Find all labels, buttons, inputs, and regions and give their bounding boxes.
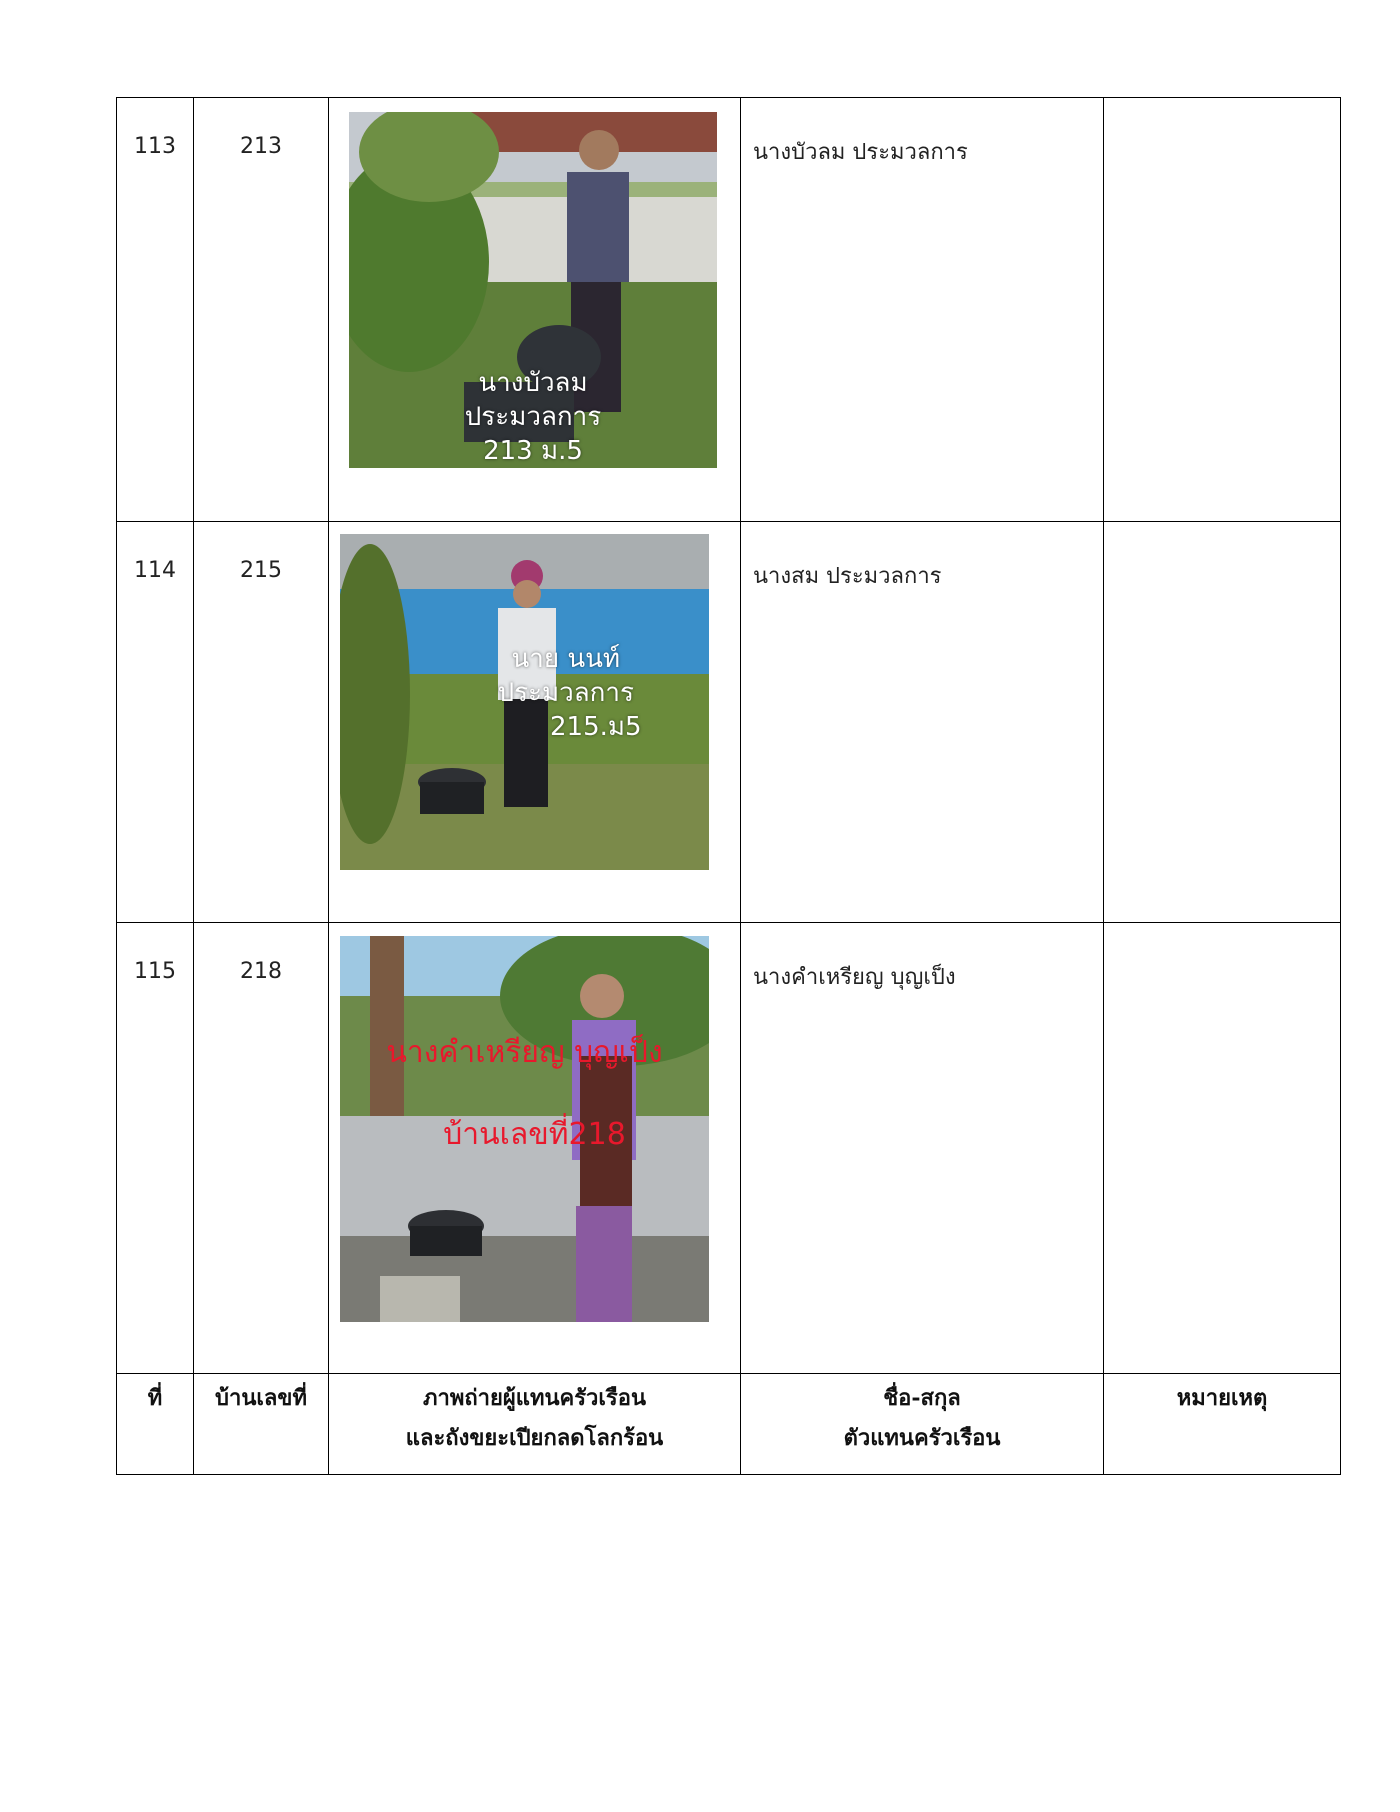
caption-line: 213 ม.5: [483, 436, 583, 466]
row-number: 114: [117, 522, 194, 923]
photo-caption: [340, 1036, 709, 1152]
household-photo: [349, 112, 717, 468]
caption-line: นาย นนท์: [511, 644, 621, 674]
photo-cell: [329, 923, 741, 1374]
table-header-row: [117, 1374, 1341, 1475]
table-row: [117, 98, 1341, 522]
house-number: 218: [194, 923, 329, 1374]
household-table: [116, 97, 1341, 1475]
header-photo-line: และถังขยะเปียกลดโลกร้อน: [405, 1425, 664, 1451]
header-remark: หมายเหตุ: [1104, 1374, 1341, 1475]
photo-caption: [490, 642, 642, 744]
caption-line: บ้านเลขที่218: [443, 1117, 626, 1152]
caption-line: นางบัวลม: [478, 368, 588, 398]
header-photo-line: ภาพถ่ายผู้แทนครัวเรือน: [422, 1385, 646, 1411]
header-name-line: ชื่อ-สกุล: [883, 1385, 961, 1411]
household-photo: [340, 936, 709, 1322]
household-name: นางสม ประมวลการ: [741, 522, 1104, 923]
header-house-no: บ้านเลขที่: [194, 1374, 329, 1475]
caption-line: 215.ม5: [550, 712, 642, 742]
house-number: 213: [194, 98, 329, 522]
household-photo: [340, 534, 709, 870]
remark-cell: [1104, 522, 1341, 923]
caption-line: นางคำเหรียญ บุญเป็ง: [386, 1035, 663, 1070]
photo-cell: [329, 522, 741, 923]
row-number: 115: [117, 923, 194, 1374]
remark-cell: [1104, 98, 1341, 522]
caption-line: ประมวลการ: [497, 678, 634, 708]
photo-cell: [329, 98, 741, 522]
household-name: นางบัวลม ประมวลการ: [741, 98, 1104, 522]
photo-caption: [349, 366, 717, 468]
header-name: [741, 1374, 1104, 1475]
row-number: 113: [117, 98, 194, 522]
table-row: [117, 522, 1341, 923]
caption-line: ประมวลการ: [464, 402, 602, 432]
household-name: นางคำเหรียญ บุญเป็ง: [741, 923, 1104, 1374]
remark-cell: [1104, 923, 1341, 1374]
header-no: ที่: [117, 1374, 194, 1475]
header-photo: [329, 1374, 741, 1475]
table-row: [117, 923, 1341, 1374]
header-name-line: ตัวแทนครัวเรือน: [843, 1425, 1001, 1451]
house-number: 215: [194, 522, 329, 923]
